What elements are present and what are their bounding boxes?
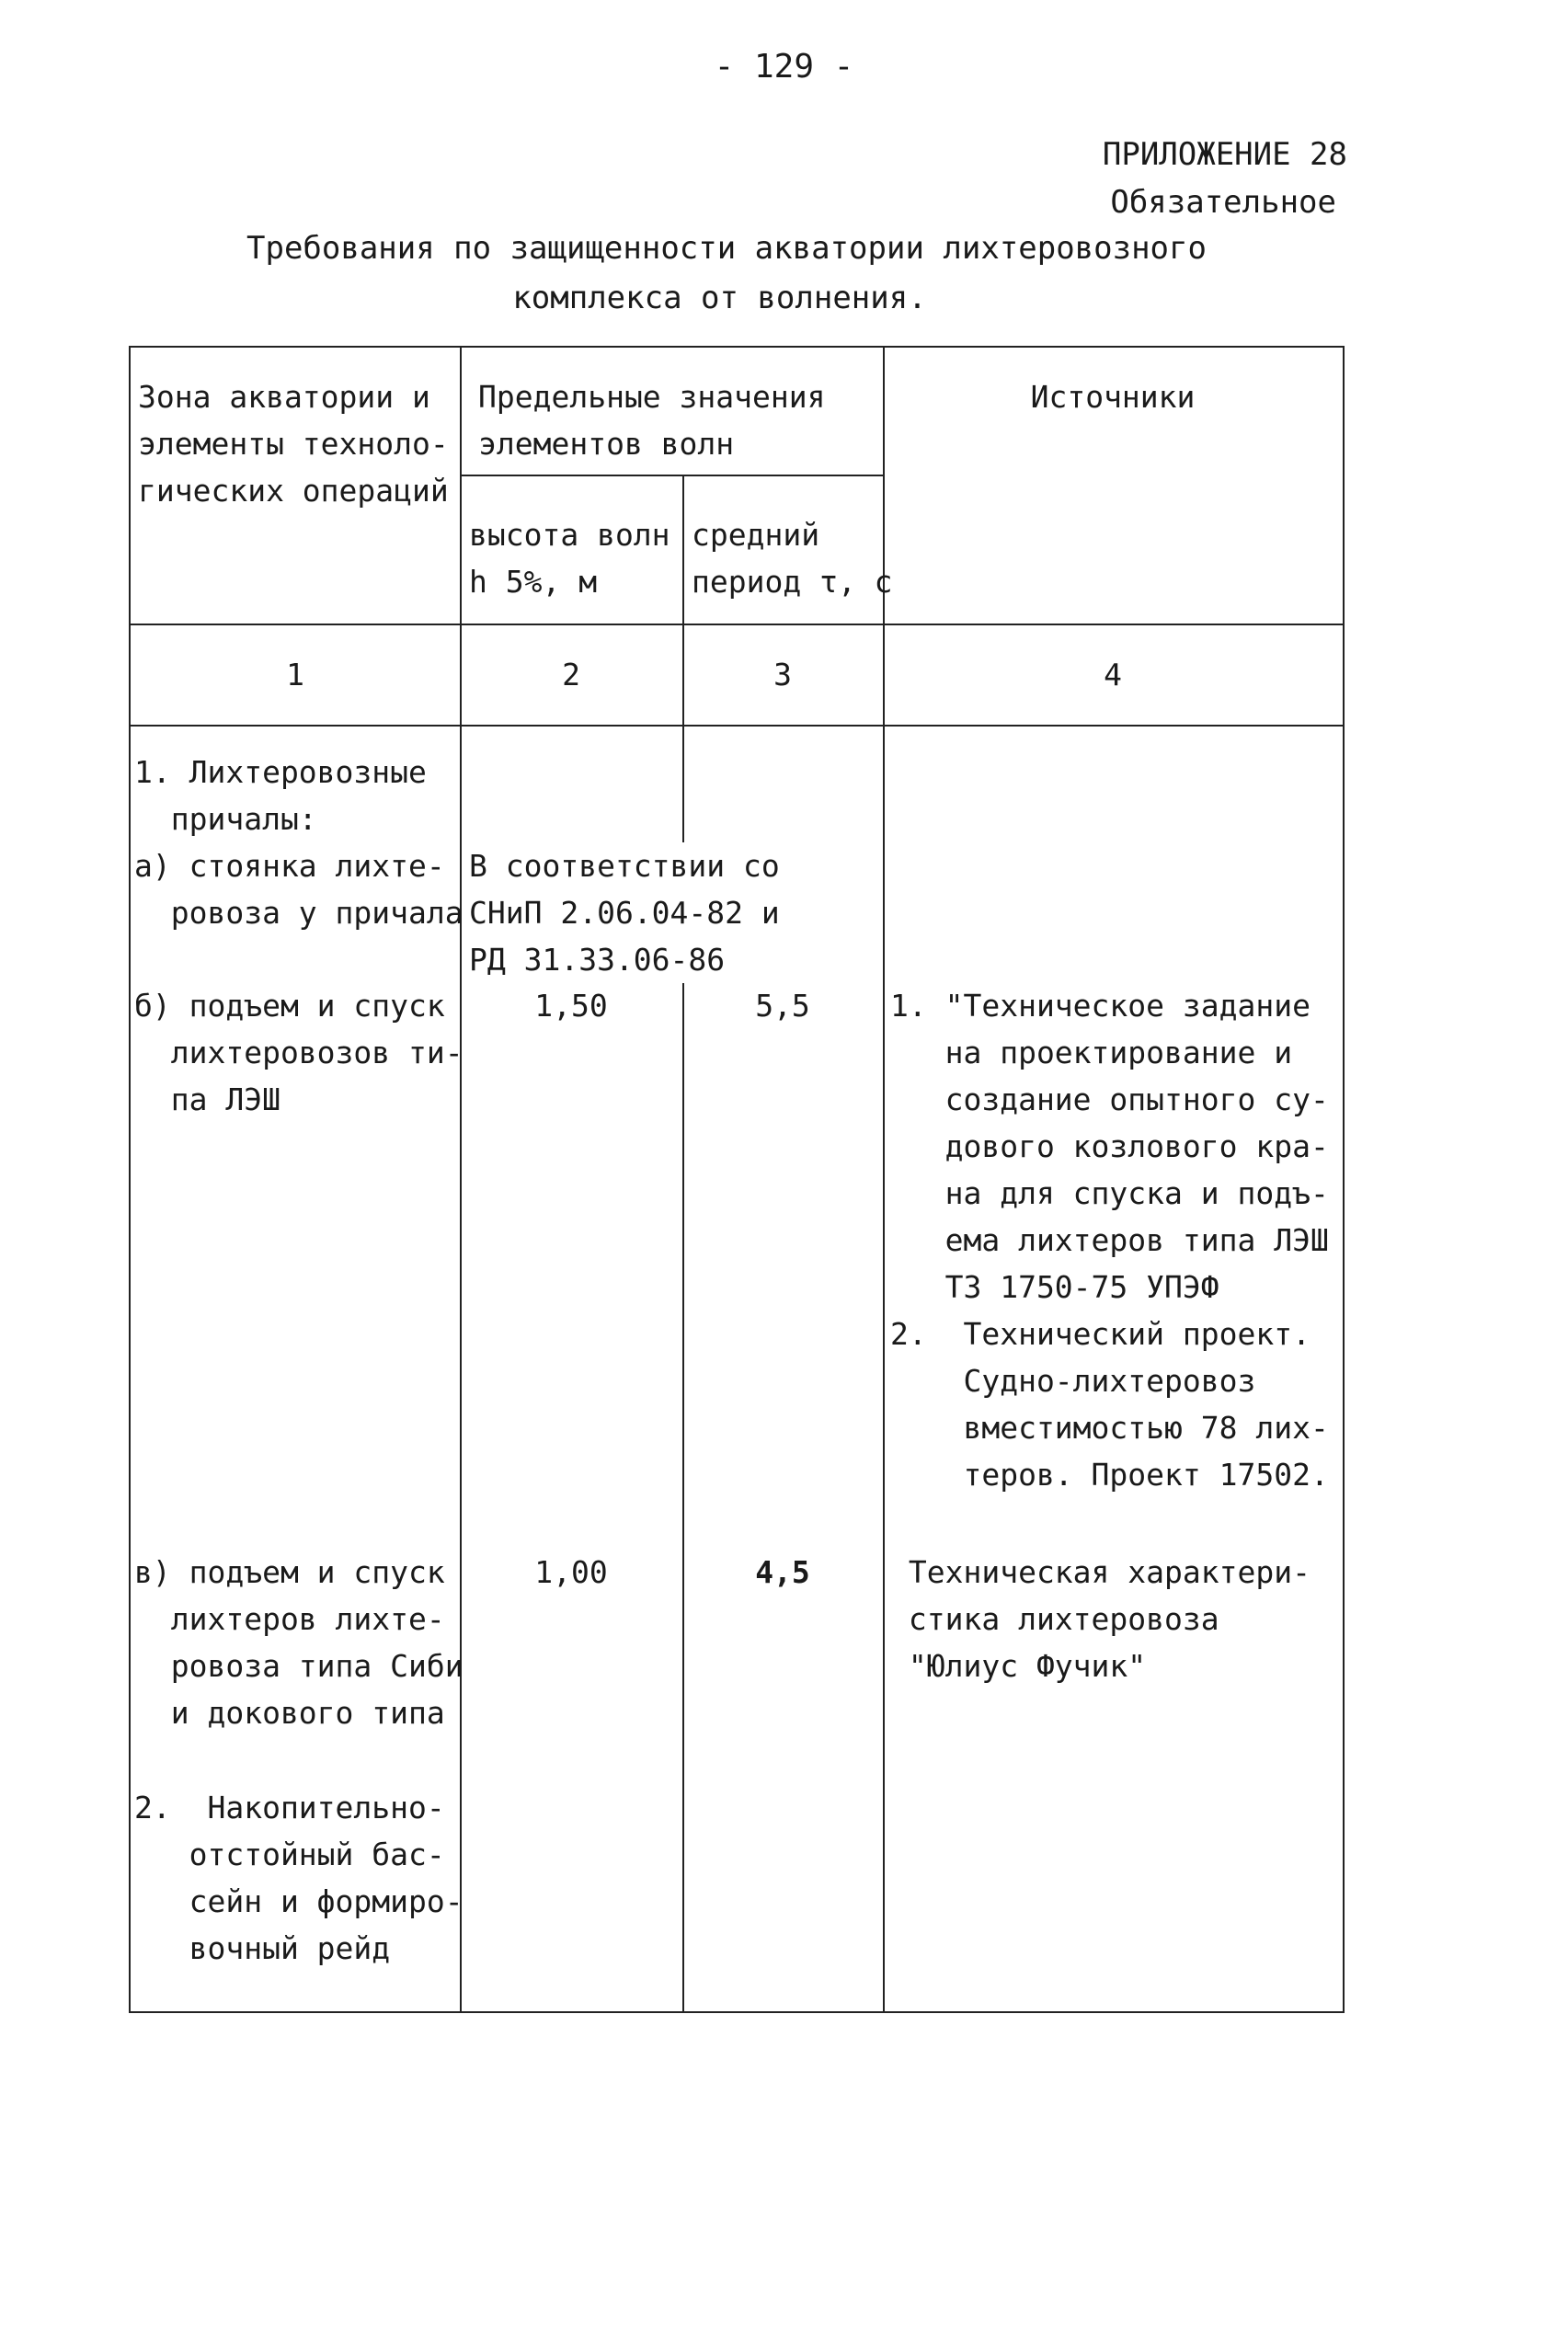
table-row-3-mean-period: 4,5 (755, 1554, 810, 1590)
requirements-table (129, 346, 1345, 2013)
table-row-3-zone: в) подъем и спуск лихтеров лихте- ровоза типа Сиби и докового типа (134, 1554, 464, 1731)
document-title-line-1: Требования по защищенности акватории лихтеровозного (246, 230, 1207, 267)
column-number-4: 4 (1104, 657, 1122, 692)
column-number-3: 3 (773, 657, 792, 692)
table-row-1-zone: 1. Лихтеровозные причалы: а) стоянка лихте- ровоза у причала (134, 754, 464, 931)
column-number-2: 2 (562, 657, 580, 692)
table-row-3-wave-height: 1,00 (534, 1554, 608, 1590)
header-wave-height: высота волн h 5%, м (469, 517, 670, 600)
header-zone: Зона акватории и элементы техноло- гических операций (138, 379, 449, 509)
table-row-4-zone: 2. Накопительно- отстойный бас- сейн и формиро- вочный рейд (134, 1790, 464, 1966)
header-sources: Источники (1030, 379, 1196, 415)
header-limit-values: Предельные значения элементов волн (478, 379, 826, 462)
table-row-1-normative-reference: В соответствии со СНиП 2.06.04-82 и РД 31.33.06-86 (469, 842, 785, 983)
header-subdivider (460, 475, 883, 476)
status-label: Обязательное (1110, 184, 1336, 221)
table-row-2-sources: 1. "Техническое задание на проектирование и создание опытного су- дового козлового кра- на для спуска и подъ- ема лихтеров типа ЛЭШ ТЗ 1750-75 УПЭФ 2. Технический проект. Судно-лихтеровоз вместимостью 78 лих- теров. Проект 17502. (890, 988, 1329, 1493)
table-row-2-wave-height: 1,50 (534, 988, 608, 1024)
page-number: - 129 - (714, 48, 854, 86)
header-bottom-line (131, 624, 1343, 625)
table-row-2-mean-period: 5,5 (755, 988, 810, 1024)
table-row-2-zone: б) подъем и спуск лихтеровозов ти- па ЛЭШ (134, 988, 464, 1117)
document-title-line-2: комплекса от волнения. (512, 280, 927, 316)
column-number-line (131, 725, 1343, 727)
table-row-3-sources: Техническая характери- стика лихтеровоза "Юлиус Фучик" (908, 1554, 1310, 1684)
appendix-label: ПРИЛОЖЕНИЕ 28 (1102, 136, 1347, 173)
column-divider-1 (460, 348, 462, 2011)
header-mean-period: средний период τ, с (692, 517, 893, 600)
column-number-1: 1 (286, 657, 304, 692)
column-divider-2 (682, 475, 684, 2011)
